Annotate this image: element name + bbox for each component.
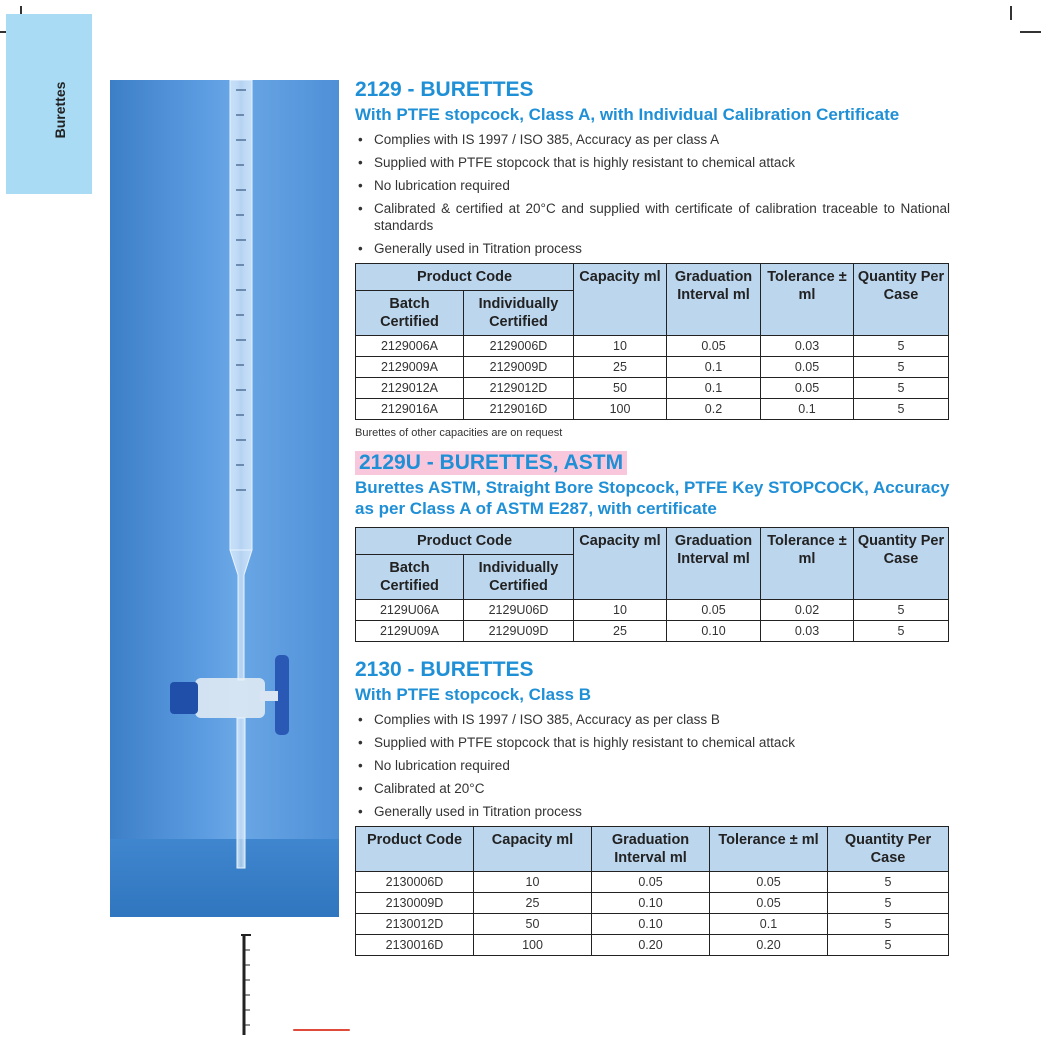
table-cell: 2129U09D — [464, 621, 574, 642]
table-cell: 5 — [854, 357, 949, 378]
col-header-product-code: Product Code — [356, 528, 574, 555]
table-cell: 100 — [574, 399, 667, 420]
table-cell: 0.10 — [667, 621, 761, 642]
list-item: • Complies with IS 1997 / ISO 385, Accuracy as per class B — [355, 711, 950, 728]
table-cell: 2130016D — [356, 935, 474, 956]
table-cell: 5 — [828, 914, 949, 935]
list-item: • Supplied with PTFE stopcock that is highly resistant to chemical attack — [355, 154, 950, 171]
col-header-quantity: Quantity Per Case — [854, 528, 949, 600]
crop-mark — [1010, 6, 1012, 20]
table-cell: 2129006D — [464, 336, 574, 357]
section-subtitle-2130: With PTFE stopcock, Class B — [355, 685, 591, 704]
table-cell: 0.1 — [710, 914, 828, 935]
col-header-tolerance: Tolerance ± ml — [761, 264, 854, 336]
red-accent-line — [293, 1029, 350, 1031]
col-header-graduation: Graduation Interval ml — [667, 528, 761, 600]
table-cell: 0.05 — [667, 336, 761, 357]
feature-list-2130 — [355, 711, 950, 820]
spec-table-2129u — [355, 527, 949, 642]
col-header-capacity: Capacity ml — [574, 264, 667, 336]
table-cell: 0.20 — [592, 935, 710, 956]
table-cell: 2129U06D — [464, 600, 574, 621]
table-cell: 100 — [474, 935, 592, 956]
section-tab — [6, 14, 92, 194]
table-row — [356, 600, 949, 621]
section-subtitle-2129: With PTFE stopcock, Class A, with Individual Calibration Certificate — [355, 105, 900, 124]
col-header-tolerance: Tolerance ± ml — [710, 827, 828, 872]
table-row — [356, 378, 949, 399]
table-row — [356, 872, 949, 893]
table-cell: 2129016A — [356, 399, 464, 420]
col-header-quantity: Quantity Per Case — [828, 827, 949, 872]
col-header-individual: Individually Certified — [464, 291, 574, 336]
table-row — [356, 893, 949, 914]
table-cell: 2129012A — [356, 378, 464, 399]
table-cell: 2129006A — [356, 336, 464, 357]
table-cell: 0.03 — [761, 336, 854, 357]
table-cell: 0.20 — [710, 935, 828, 956]
list-item: • No lubrication required — [355, 177, 950, 194]
col-header-tolerance: Tolerance ± ml — [761, 528, 854, 600]
list-item: • Complies with IS 1997 / ISO 385, Accuracy as per class A — [355, 131, 950, 148]
table-cell: 2129012D — [464, 378, 574, 399]
section-title-2129u — [355, 451, 950, 475]
table-cell: 5 — [854, 399, 949, 420]
table-cell: 0.05 — [592, 872, 710, 893]
table-cell: 5 — [828, 872, 949, 893]
table-cell: 0.05 — [761, 378, 854, 399]
table-cell: 10 — [574, 600, 667, 621]
table-cell: 10 — [474, 872, 592, 893]
col-header-quantity: Quantity Per Case — [854, 264, 949, 336]
table-cell: 50 — [574, 378, 667, 399]
col-header-individual: Individually Certified — [464, 555, 574, 600]
col-header-product-code: Product Code — [356, 264, 574, 291]
table-cell: 0.1 — [667, 357, 761, 378]
burette-illustration — [110, 80, 339, 917]
table-cell: 5 — [854, 378, 949, 399]
table-row — [356, 399, 949, 420]
table-cell: 2130009D — [356, 893, 474, 914]
feature-list-2129 — [355, 131, 950, 257]
list-item: • Generally used in Titration process — [355, 803, 950, 820]
table-cell: 0.2 — [667, 399, 761, 420]
table-cell: 2129009D — [464, 357, 574, 378]
crop-mark — [1020, 31, 1041, 33]
col-header-batch: Batch Certified — [356, 555, 464, 600]
table-row — [356, 621, 949, 642]
scale-graphic — [236, 930, 256, 1040]
table-cell: 2129016D — [464, 399, 574, 420]
table-cell: 25 — [574, 621, 667, 642]
table-cell: 0.02 — [761, 600, 854, 621]
table-cell: 5 — [854, 621, 949, 642]
table-cell: 0.05 — [710, 893, 828, 914]
table-cell: 2129009A — [356, 357, 464, 378]
list-item: • Calibrated at 20°C — [355, 780, 950, 797]
col-header-product-code: Product Code — [356, 827, 474, 872]
table-row — [356, 357, 949, 378]
highlighted-title: 2129U - BURETTES, ASTM — [355, 451, 627, 475]
spec-table-2129 — [355, 263, 949, 420]
list-item: • No lubrication required — [355, 757, 950, 774]
list-item: • Supplied with PTFE stopcock that is highly resistant to chemical attack — [355, 734, 950, 751]
table-cell: 10 — [574, 336, 667, 357]
table-cell: 0.05 — [761, 357, 854, 378]
table-cell: 0.10 — [592, 893, 710, 914]
table-cell: 2129U06A — [356, 600, 464, 621]
list-item: • Generally used in Titration process — [355, 240, 950, 257]
spec-table-2130 — [355, 826, 949, 956]
burette-photo — [110, 80, 339, 917]
table-cell: 5 — [854, 600, 949, 621]
table-row — [356, 935, 949, 956]
table-cell: 0.05 — [710, 872, 828, 893]
section-tab-label: Burettes — [52, 81, 68, 139]
table-cell: 0.1 — [761, 399, 854, 420]
list-item: • Calibrated & certified at 20°C and supplied with certificate of calibration traceable to National standards — [355, 200, 950, 234]
table-cell: 25 — [574, 357, 667, 378]
table-note: Burettes of other capacities are on request — [355, 427, 563, 439]
section-title-2130: 2130 - BURETTES — [355, 658, 534, 681]
table-cell: 5 — [828, 935, 949, 956]
section-title-2129: 2129 - BURETTES — [355, 78, 534, 101]
table-cell: 5 — [828, 893, 949, 914]
table-row — [356, 336, 949, 357]
table-cell: 0.03 — [761, 621, 854, 642]
table-cell: 0.05 — [667, 600, 761, 621]
col-header-graduation: Graduation Interval ml — [592, 827, 710, 872]
table-cell: 0.10 — [592, 914, 710, 935]
table-cell: 5 — [854, 336, 949, 357]
table-cell: 2129U09A — [356, 621, 464, 642]
col-header-capacity: Capacity ml — [474, 827, 592, 872]
table-cell: 2130012D — [356, 914, 474, 935]
col-header-batch: Batch Certified — [356, 291, 464, 336]
table-cell: 2130006D — [356, 872, 474, 893]
section-subtitle-2129u: Burettes ASTM, Straight Bore Stopcock, PTFE Key STOPCOCK, Accuracy as per Class A of ASTM E287, with certificate — [355, 478, 950, 518]
main-content — [355, 78, 950, 956]
table-cell: 50 — [474, 914, 592, 935]
table-cell: 25 — [474, 893, 592, 914]
table-row — [356, 914, 949, 935]
table-cell: 0.1 — [667, 378, 761, 399]
col-header-graduation: Graduation Interval ml — [667, 264, 761, 336]
col-header-capacity: Capacity ml — [574, 528, 667, 600]
